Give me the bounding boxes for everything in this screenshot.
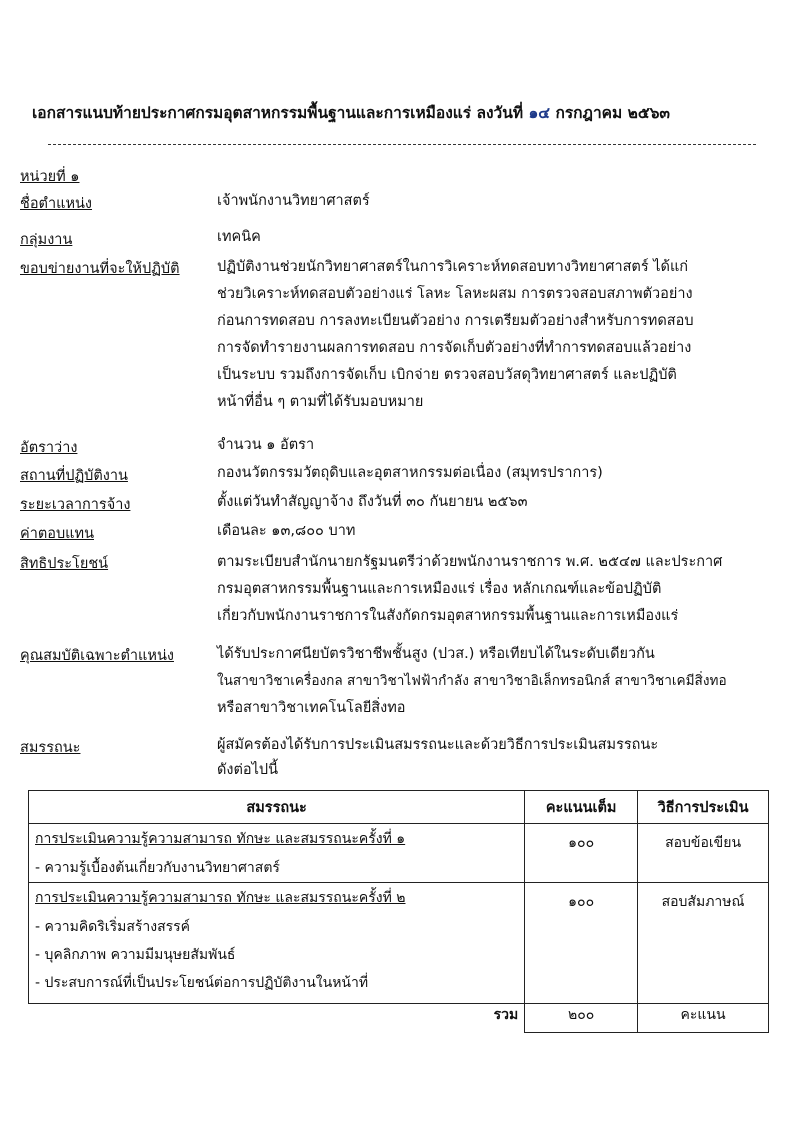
- header-full-score: คะแนนเต็ม: [525, 791, 638, 824]
- scope-line: หน้าที่อื่น ๆ ตามที่ได้รับมอบหมาย: [217, 394, 424, 410]
- salary-text: เดือนละ ๑๓,๘๐๐ บาท: [217, 523, 356, 539]
- method-cell: [638, 824, 769, 883]
- position-text: เจ้าพนักงานวิทยาศาสตร์: [217, 193, 370, 209]
- row-item: - ความคิดริเริ่มสร้างสรรค์: [35, 919, 191, 935]
- salary-label: ค่าตอบแทน: [20, 526, 94, 542]
- competency-table: [28, 790, 769, 1033]
- competency-line: ผู้สมัครต้องได้รับการประเมินสมรรถนะและด้วยวิธีการประเมินสมรรถนะ: [217, 737, 659, 753]
- scope-line: เป็นระบบ รวมถึงการจัดเก็บ เบิกจ่าย ตรวจสอบวัสดุวิทยาศาสตร์ และปฏิบัติ: [217, 367, 677, 383]
- period-text: ตั้งแต่วันทำสัญญาจ้าง ถึงวันที่ ๓๐ กันยายน ๒๕๖๓: [217, 494, 528, 510]
- competency-line: ดังต่อไปนี้: [217, 762, 279, 778]
- scope-value: [217, 254, 777, 416]
- qualification-line: ได้รับประกาศนียบัตรวิชาชีพชั้นสูง (ปวส.) หรือเทียบได้ในระดับเดียวกัน: [217, 646, 655, 662]
- vacancy-text: จำนวน ๑ อัตรา: [217, 437, 315, 453]
- qualification-label: คุณสมบัติเฉพาะตำแหน่ง: [20, 648, 174, 664]
- header-competency: สมรรถนะ: [29, 791, 525, 824]
- header-method: วิธีการประเมิน: [638, 791, 769, 824]
- table-header-row: [29, 791, 769, 824]
- scope-line: ปฏิบัติงานช่วยนักวิทยาศาสตร์ในการวิเคราะห์ทดสอบทางวิทยาศาสตร์ ได้แก่: [217, 259, 689, 275]
- table-row: [29, 824, 769, 883]
- scope-label: ขอบข่ายงานที่จะให้ปฏิบัติ: [20, 261, 180, 277]
- location-label: สถานที่ปฏิบัติงาน: [20, 468, 128, 484]
- benefits-line: กรมอุตสาหกรรมพื้นฐานและการเหมืองแร่ เรื่อง หลักเกณฑ์และข้อปฏิบัติ: [217, 581, 662, 597]
- scope-line: ก่อนการทดสอบ การลงทะเบียนตัวอย่าง การเตรียมตัวอย่างสำหรับการทดสอบ: [217, 313, 694, 329]
- total-unit: คะแนน: [638, 1004, 769, 1033]
- benefits-line: ตามระเบียบสำนักนายกรัฐมนตรีว่าด้วยพนักงานราชการ พ.ศ. ๒๕๔๗ และประกาศ: [217, 554, 723, 570]
- unit-label: หน่วยที่ ๑: [20, 169, 80, 185]
- row-item: - ความรู้เบื้องต้นเกี่ยวกับงานวิทยาศาสตร์: [35, 860, 280, 876]
- vacancy-value: [217, 433, 777, 458]
- total-score: ๒๐๐: [525, 1004, 638, 1033]
- scope-line: ช่วยวิเคราะห์ทดสอบตัวอย่างแร่ โลหะ โลหะผสม การตรวจสอบสภาพตัวอย่าง: [217, 286, 693, 302]
- group-text: เทคนิค: [217, 229, 261, 245]
- competency-cell: [29, 824, 525, 883]
- competency-label: สมรรถนะ: [20, 740, 81, 756]
- row-item: - บุคลิกภาพ ความมีมนุษยสัมพันธ์: [35, 947, 236, 963]
- row-method: สอบข้อเขียน: [665, 835, 742, 851]
- score-cell: [525, 824, 638, 883]
- row-score: ๑๐๐: [568, 835, 595, 851]
- scope-line: การจัดทำรายงานผลการทดสอบ การจัดเก็บตัวอย่างที่ทำการทดสอบแล้วอย่าง: [217, 340, 692, 356]
- location-text: กองนวัตกรรมวัตถุดิบและอุตสาหกรรมต่อเนื่อง (สมุทรปราการ): [217, 465, 603, 481]
- salary-value: [217, 519, 777, 544]
- vacancy-label: อัตราว่าง: [20, 440, 78, 456]
- position-value: [217, 189, 777, 214]
- position-label: ชื่อตำแหน่ง: [20, 196, 93, 212]
- row-score: ๑๐๐: [568, 894, 595, 910]
- total-label: รวม: [29, 1004, 525, 1033]
- total-row: [29, 1004, 769, 1033]
- row-method: สอบสัมภาษณ์: [661, 894, 745, 910]
- method-cell: [638, 883, 769, 1004]
- location-value: [217, 461, 777, 486]
- qualification-value: [217, 641, 777, 722]
- row-item: - ประสบการณ์ที่เป็นประโยชน์ต่อการปฏิบัติงานในหน้าที่: [35, 975, 369, 991]
- row-topic: การประเมินความรู้ความสามารถ ทักษะ และสมรรถนะครั้งที่ ๑: [35, 831, 406, 847]
- row-topic: การประเมินความรู้ความสามารถ ทักษะ และสมรรถนะครั้งที่ ๒: [35, 890, 406, 906]
- period-label: ระยะเวลาการจ้าง: [20, 497, 131, 513]
- group-value: [217, 225, 777, 250]
- header-title: เอกสารแนบท้ายประกาศกรมอุตสาหกรรมพื้นฐานและการเหมืองแร่ ลงวันที่: [32, 104, 524, 122]
- score-cell: [525, 883, 638, 1004]
- dashed-divider: [48, 144, 756, 145]
- header-day: ๑๔: [528, 104, 551, 122]
- benefits-line: เกี่ยวกับพนักงานราชการในสังกัดกรมอุตสาหกรรมพื้นฐานและการเหมืองแร่: [217, 608, 679, 624]
- document-header: [32, 100, 772, 125]
- benefits-value: [217, 549, 777, 630]
- header-month-year: กรกฎาคม ๒๕๖๓: [555, 104, 671, 122]
- qualification-line: ในสาขาวิชาเครื่องกล สาขาวิชาไฟฟ้ากำลัง สาขาวิชาอิเล็กทรอนิกส์ สาขาวิชาเคมีสิ่งทอ: [217, 673, 727, 689]
- benefits-label: สิทธิประโยชน์: [20, 556, 109, 572]
- competency-value: [217, 733, 777, 783]
- table-row: [29, 883, 769, 1004]
- period-value: [217, 490, 777, 515]
- group-label: กลุ่มงาน: [20, 232, 73, 248]
- qualification-line: หรือสาขาวิชาเทคโนโลยีสิ่งทอ: [217, 700, 406, 716]
- competency-cell: [29, 883, 525, 1004]
